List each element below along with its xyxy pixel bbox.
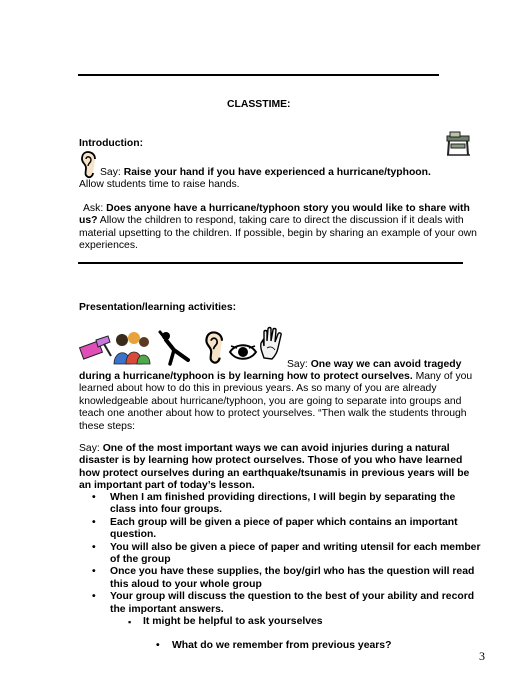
eye-icon: [228, 342, 258, 362]
sub-bullet-item: ▪ It might be helpful to ask yourselves: [128, 616, 532, 628]
introduction-heading: Introduction:: [79, 138, 144, 149]
intro-allow-line: Allow students time to raise hands.: [79, 179, 240, 190]
say-label: Say:: [100, 167, 124, 178]
ask-instruction-1: Allow the children to respond, taking care to direct the discussion if it deals with: [97, 215, 464, 227]
say2-line-0: One of the most important ways we can avoid injuries during a natural: [102, 443, 450, 454]
say2-line-1: disaster is by learning how protect ourselves. Those of you who have learned: [79, 455, 463, 467]
presentation-say-bold-2: during a hurricane/typhoon is by learning how to protect ourselves.: [79, 371, 413, 382]
stretching-person-icon: [156, 330, 192, 366]
presentation-line-3: learned about how to do this in previous years. As so many of you are already: [79, 383, 437, 395]
presentation-say-bold-1: One way we can avoid tragedy: [310, 359, 462, 370]
presentation-paragraph: [79, 371, 524, 433]
intro-ask-paragraph: [79, 203, 519, 253]
ear-icon: [80, 151, 100, 179]
ear-icon: [204, 330, 228, 366]
activity-icon-strip: [78, 326, 288, 370]
ask-question-2: us?: [79, 215, 98, 227]
list-item: • Each group will be given a piece of paper which contains an important question.: [86, 517, 526, 542]
intro-say-line: [100, 167, 431, 179]
classroom-desk-icon: [443, 128, 473, 158]
page-number: 3: [479, 649, 485, 663]
section-title: CLASSTIME:: [227, 99, 291, 110]
say-label: Say:: [79, 443, 103, 454]
presentation-say-first: [287, 359, 461, 371]
presentation-line-5: teach one another about how to protect yourselves. “Then walk the students through: [79, 408, 467, 420]
student-group-icon: [112, 330, 152, 366]
ask-instruction-3: experiences.: [79, 240, 138, 252]
list-item: • Once you have these supplies, the boy/girl who has the question will read this aloud to your whole group: [86, 566, 526, 591]
middle-divider: [78, 262, 463, 264]
presentation-line-4: knowledgeable about hurricane/typhoon, you are going to separate into groups and: [79, 395, 462, 407]
writing-hands-icon: [78, 334, 112, 364]
list-item: • Your group will discuss the question to the best of your ability and record the important answers.: [86, 591, 526, 616]
list-item: • When I am finished providing directions, I will begin by separating the class into four groups.: [86, 492, 526, 517]
say-label: Say:: [287, 359, 311, 370]
presentation-say-second: [79, 443, 524, 493]
presentation-line-6: these steps:: [79, 420, 136, 432]
sub-sub-bullet-item: • What do we remember from previous years?: [156, 640, 532, 652]
say2-line-3: an important part of today’s lesson.: [79, 480, 255, 492]
say2-line-2: how protect ourselves during an earthquake/tsunamis in previous years will be: [79, 467, 470, 479]
hand-icon: [258, 326, 286, 360]
presentation-heading: Presentation/learning activities:: [79, 302, 237, 313]
presentation-say-rest: Many of you: [412, 371, 473, 382]
list-item: • You will also be given a piece of paper and writing utensil for each member of the group: [86, 542, 526, 567]
intro-say-question: Raise your hand if you have experienced a hurricane/typhoon.: [123, 167, 431, 178]
ask-question-1: Does anyone have a hurricane/typhoon story you would like to share with: [106, 203, 470, 214]
top-divider: [78, 74, 439, 76]
ask-instruction-2: material upsetting to the children. If possible, begin by sharing an example of your own: [79, 227, 477, 239]
ask-label: Ask:: [83, 203, 107, 214]
steps-list: [86, 492, 526, 616]
